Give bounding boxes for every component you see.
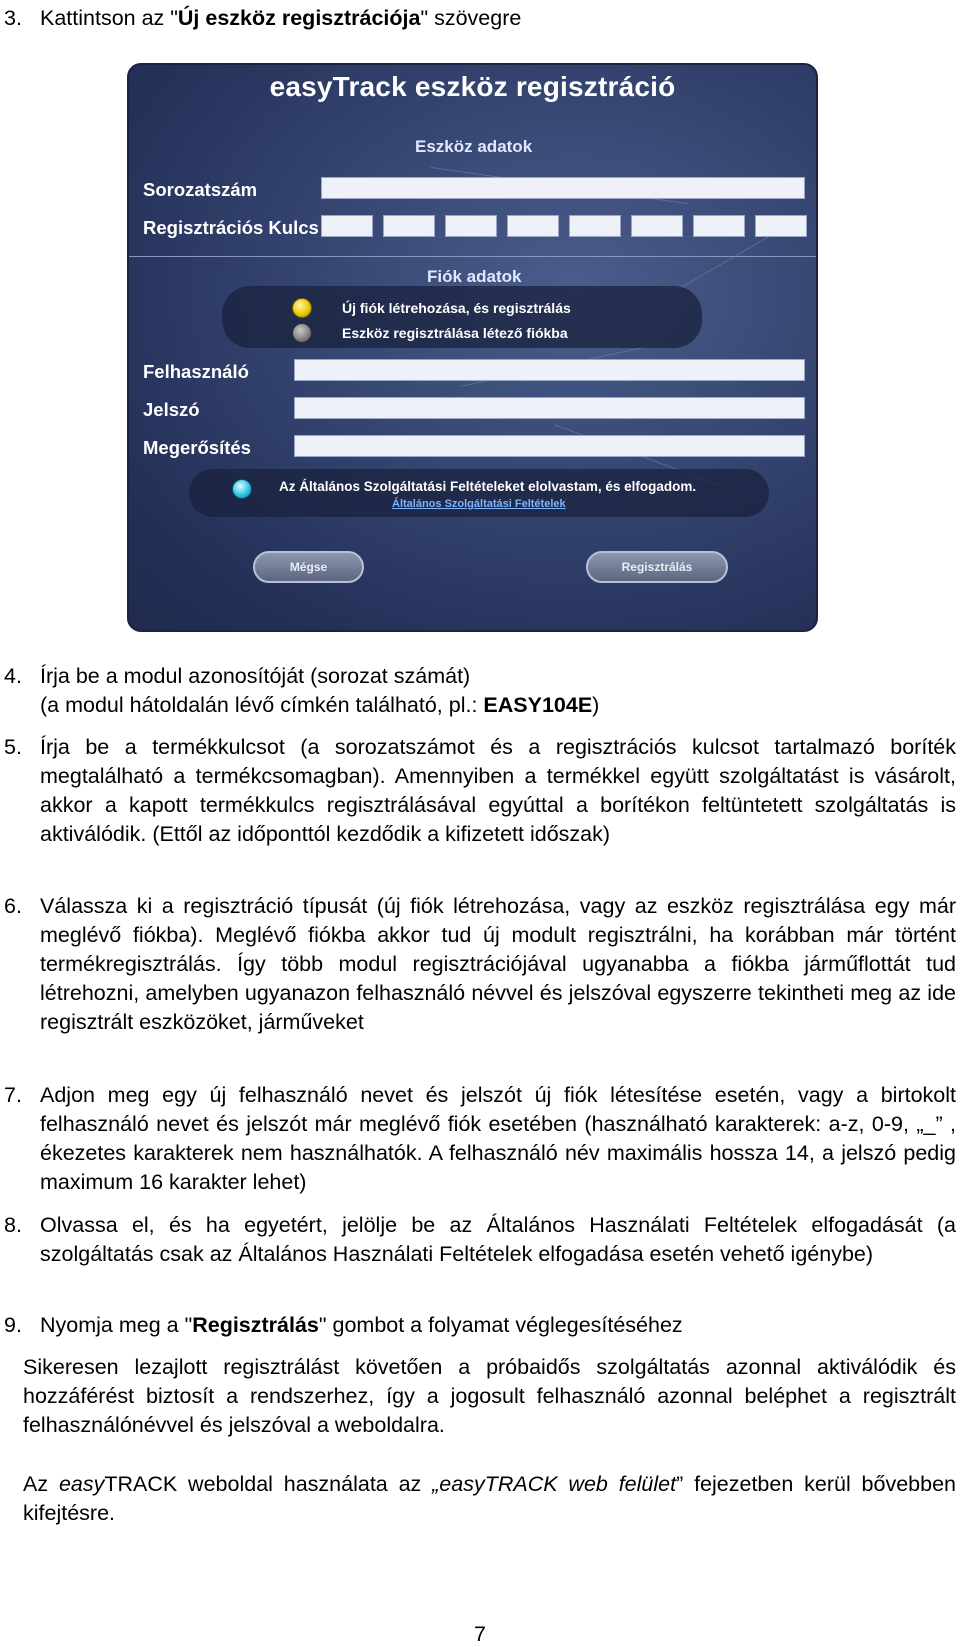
- device-section-title: Eszköz adatok: [415, 137, 533, 156]
- terms-text: Az Általános Szolgáltatási Feltételeket elolvastam, és elfogadom.: [279, 479, 697, 494]
- user-label: Felhasználó: [143, 361, 249, 382]
- step-number: 6.: [4, 894, 22, 918]
- password-label: Jelszó: [143, 399, 200, 420]
- step-text: Válassza ki a regisztráció típusát (új fiók létrehozása, vagy az eszköz regisztrálása egy már meglévő fiókba). Meglévő fiókba akkor tud új modult regisztrálni, ha korábban már történt termékregisztrálás. Így több modul regisztrációjával ugyanabba a fiókba járműflottát tud létrehozni, amelyben ugyanazon felhasználó névvel és jelszóval egyszerre tekintheti meg az ide regisztrált eszközöket, járműveket: [40, 894, 956, 1034]
- option-new-account-label[interactable]: Új fiók létrehozása, és regisztrálás: [342, 300, 571, 316]
- register-button-ref: Regisztrálás: [192, 1313, 319, 1337]
- terms-checkbox[interactable]: [232, 479, 252, 499]
- key-input-3[interactable]: [445, 215, 497, 237]
- step-text: Olvassa el, és ha egyetért, jelölje be az Általános Használati Feltételek elfogadását (a szolgáltatás csak az Általános Használati Feltételek elfogadása esetén vehető igénybe): [40, 1213, 956, 1266]
- link-label: Új eszköz regisztrációja: [177, 6, 421, 30]
- radio-new-account[interactable]: [292, 298, 312, 318]
- key-input-8[interactable]: [755, 215, 807, 237]
- page-number: 7: [474, 1622, 486, 1646]
- key-input-2[interactable]: [383, 215, 435, 237]
- key-input-4[interactable]: [507, 215, 559, 237]
- dialog-title: easyTrack eszköz regisztráció: [269, 71, 676, 102]
- terms-link[interactable]: Általános Szolgáltatási Feltételek: [392, 498, 566, 510]
- account-section-title: Fiók adatok: [427, 267, 522, 286]
- step-number: 7.: [4, 1083, 22, 1107]
- confirm-input[interactable]: [294, 435, 805, 457]
- cancel-button[interactable]: Mégse: [253, 551, 364, 583]
- success-paragraph: Sikeresen lezajlott regisztrálást követően a próbaidős szolgáltatás azonnal aktiválódik és hozzáférést biztosít a rendszerhez, így a jogosult felhasználó azonnal beléphet a regisztrált felhasználónévvel és jelszóval a weboldalra.: [23, 1355, 956, 1437]
- example-serial: EASY104E: [483, 693, 593, 717]
- key-label: Regisztrációs Kulcs: [143, 217, 319, 238]
- step-text: Kattintson az "Új eszköz regisztrációja" szövegre: [40, 6, 522, 30]
- web-reference-paragraph: Az easyTRACK weboldal használata az „easyTRACK web felület” fejezetben kerül bővebben kifejtésre.: [23, 1472, 957, 1525]
- section-divider: [129, 256, 816, 257]
- radio-existing-account[interactable]: [292, 323, 312, 343]
- serial-label: Sorozatszám: [143, 179, 258, 200]
- step-number: 8.: [4, 1213, 22, 1237]
- step-number: 3.: [4, 6, 22, 30]
- user-input[interactable]: [294, 359, 805, 381]
- register-button[interactable]: Regisztrálás: [586, 551, 728, 583]
- step-number: 9.: [4, 1313, 22, 1337]
- step-text: Nyomja meg a "Regisztrálás" gombot a folyamat véglegesítéséhez: [40, 1313, 683, 1337]
- key-input-6[interactable]: [631, 215, 683, 237]
- confirm-label: Megerősítés: [143, 437, 251, 458]
- step-text: Írja be a modul azonosítóját (sorozat számát) (a modul hátoldalán lévő címkén található, pl.: EASY104E): [40, 664, 600, 717]
- key-input-5[interactable]: [569, 215, 621, 237]
- registration-dialog: [127, 63, 818, 632]
- step-number: 4.: [4, 664, 22, 688]
- serial-input[interactable]: [321, 177, 805, 199]
- option-existing-account-label[interactable]: Eszköz regisztrálása létező fiókba: [342, 325, 568, 341]
- password-input[interactable]: [294, 397, 805, 419]
- step-text: Adjon meg egy új felhasználó nevet és jelszót új fiók létesítése esetén, vagy a birtokolt felhasználó nevet és jelszót már meglévő fiók esetében (használható karakterek: a-z, 0-9, „_” , ékezetes karakterek nem használhatók. A felhasználó név maximális hossza 14, a jelszó pedig maximum 16 karakter lehet): [40, 1083, 956, 1194]
- key-input-1[interactable]: [321, 215, 373, 237]
- key-input-7[interactable]: [693, 215, 745, 237]
- step-text: Írja be a termékkulcsot (a sorozatszámot és a regisztrációs kulcsot tartalmazó boríték megtalálható a termékcsomagban). Amennyiben a termékkel együtt szolgáltatást is vásárolt, akkor a kapott termékkulcs regisztrálásával egyúttal a borítékon feltüntetett szolgáltatás is aktiválódik. (Ettől az időponttól kezdődik a kifizetett időszak): [40, 735, 956, 846]
- step-number: 5.: [4, 735, 22, 759]
